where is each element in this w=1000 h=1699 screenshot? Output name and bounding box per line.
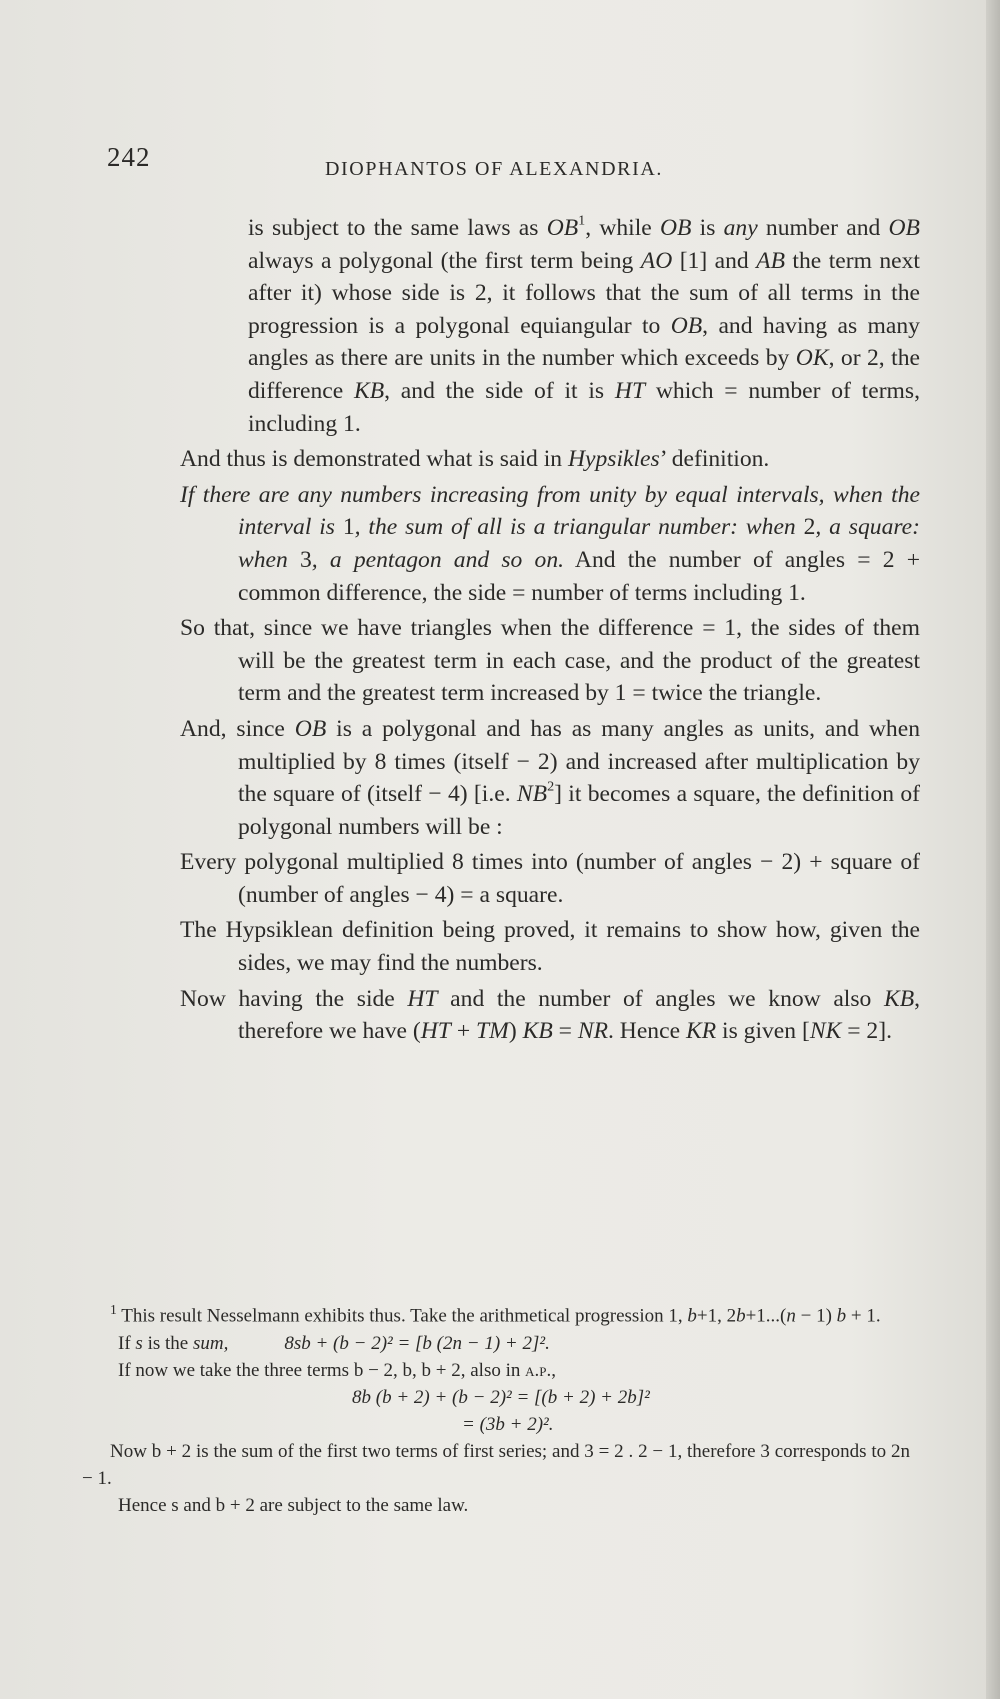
paragraph-polygonal: And, since OB is a polygonal and has as many angles as units, and when multiplied by 8 times (itself − 2) and increased after multiplication by the square of (itself − 4) [i.e. $NB^2$] it becomes a square, the definition of polygonal numbers will be :	[180, 715, 920, 840]
footnote-equation-2: = (3b + 2)².	[462, 1413, 554, 1435]
paragraph-triangles: So that, since we have triangles when the difference = 1, the sides of them will be the greatest term in each case, and the product of the greatest term and the greatest term increased by 1 = twice the triangle.	[180, 615, 920, 707]
footnote-equation-sum: 8sb + (b − 2)² = [b (2n − 1) + 2]².	[284, 1332, 550, 1354]
paragraph-continuation: is subject to the same laws as $OB^1$, while OB is any number and OB always a polygonal (the first term being AO [1] and AB the term next after it) whose side is 2, it follows that the sum of all terms in the progression is a polygonal equiangular to OB, and having as many angles as there are units in the number which exceeds by OK, or 2, the difference KB, and the side of it is HT which = number of terms, including 1.	[248, 212, 920, 437]
main-text	[178, 212, 920, 1051]
footnote-equation-1: 8b (b + 2) + (b − 2)² = [(b + 2) + 2b]²	[352, 1386, 650, 1408]
footnote-mark: 1	[110, 1302, 117, 1317]
footnote-hence-line: Hence s and b + 2 are subject to the same law.	[118, 1494, 469, 1516]
footnote-1: $^1$ This result Nesselmann exhibits thus. Take the arithmetical progression 1, b+1, 2b+1...(n − 1) b + 1.	[110, 1302, 881, 1327]
page-gutter-shadow	[986, 0, 1000, 1699]
paragraph-hypsiklean: The Hypsiklean definition being proved, it remains to show how, given the sides, we may find the numbers.	[180, 917, 920, 977]
paragraph-hypsikles: And thus is demonstrated what is said in Hypsikles’ definition.	[180, 446, 770, 473]
footnote-equation-block	[82, 1384, 910, 1438]
running-title: DIOPHANTOS OF ALEXANDRIA.	[325, 158, 663, 180]
paragraph-definition: If there are any numbers increasing from unity by equal intervals, when the interval is 1, the sum of all is a triangular number: when 2, a square: when 3, a pentagon and so on. And the number of angles = 2 + common difference, the side = number of terms including 1.	[180, 481, 921, 606]
footnote-now-line: Now b + 2 is the sum of the first two terms of first series; and 3 = 2 . 2 − 1, therefore 3 corresponds to 2n − 1.	[82, 1440, 910, 1489]
page-number: 242	[107, 142, 151, 172]
paragraph-every-polygonal: Every polygonal multiplied 8 times into (number of angles − 2) + square of (number of angles − 4) = a square.	[180, 849, 920, 908]
footnotes	[82, 1296, 910, 1519]
footnote-sum-line: If s is the sum, 8sb + (b − 2)² = [b (2n − 1) + 2]².	[118, 1332, 550, 1354]
paragraph-now-having: Now having the side HT and the number of angles we know also KB, therefore we have (HT + TM) KB = NR. Hence KR is given [NK = 2].	[180, 985, 921, 1045]
footnote-three-terms: If now we take the three terms b − 2, b, b + 2, also in a.p.,	[118, 1359, 557, 1381]
